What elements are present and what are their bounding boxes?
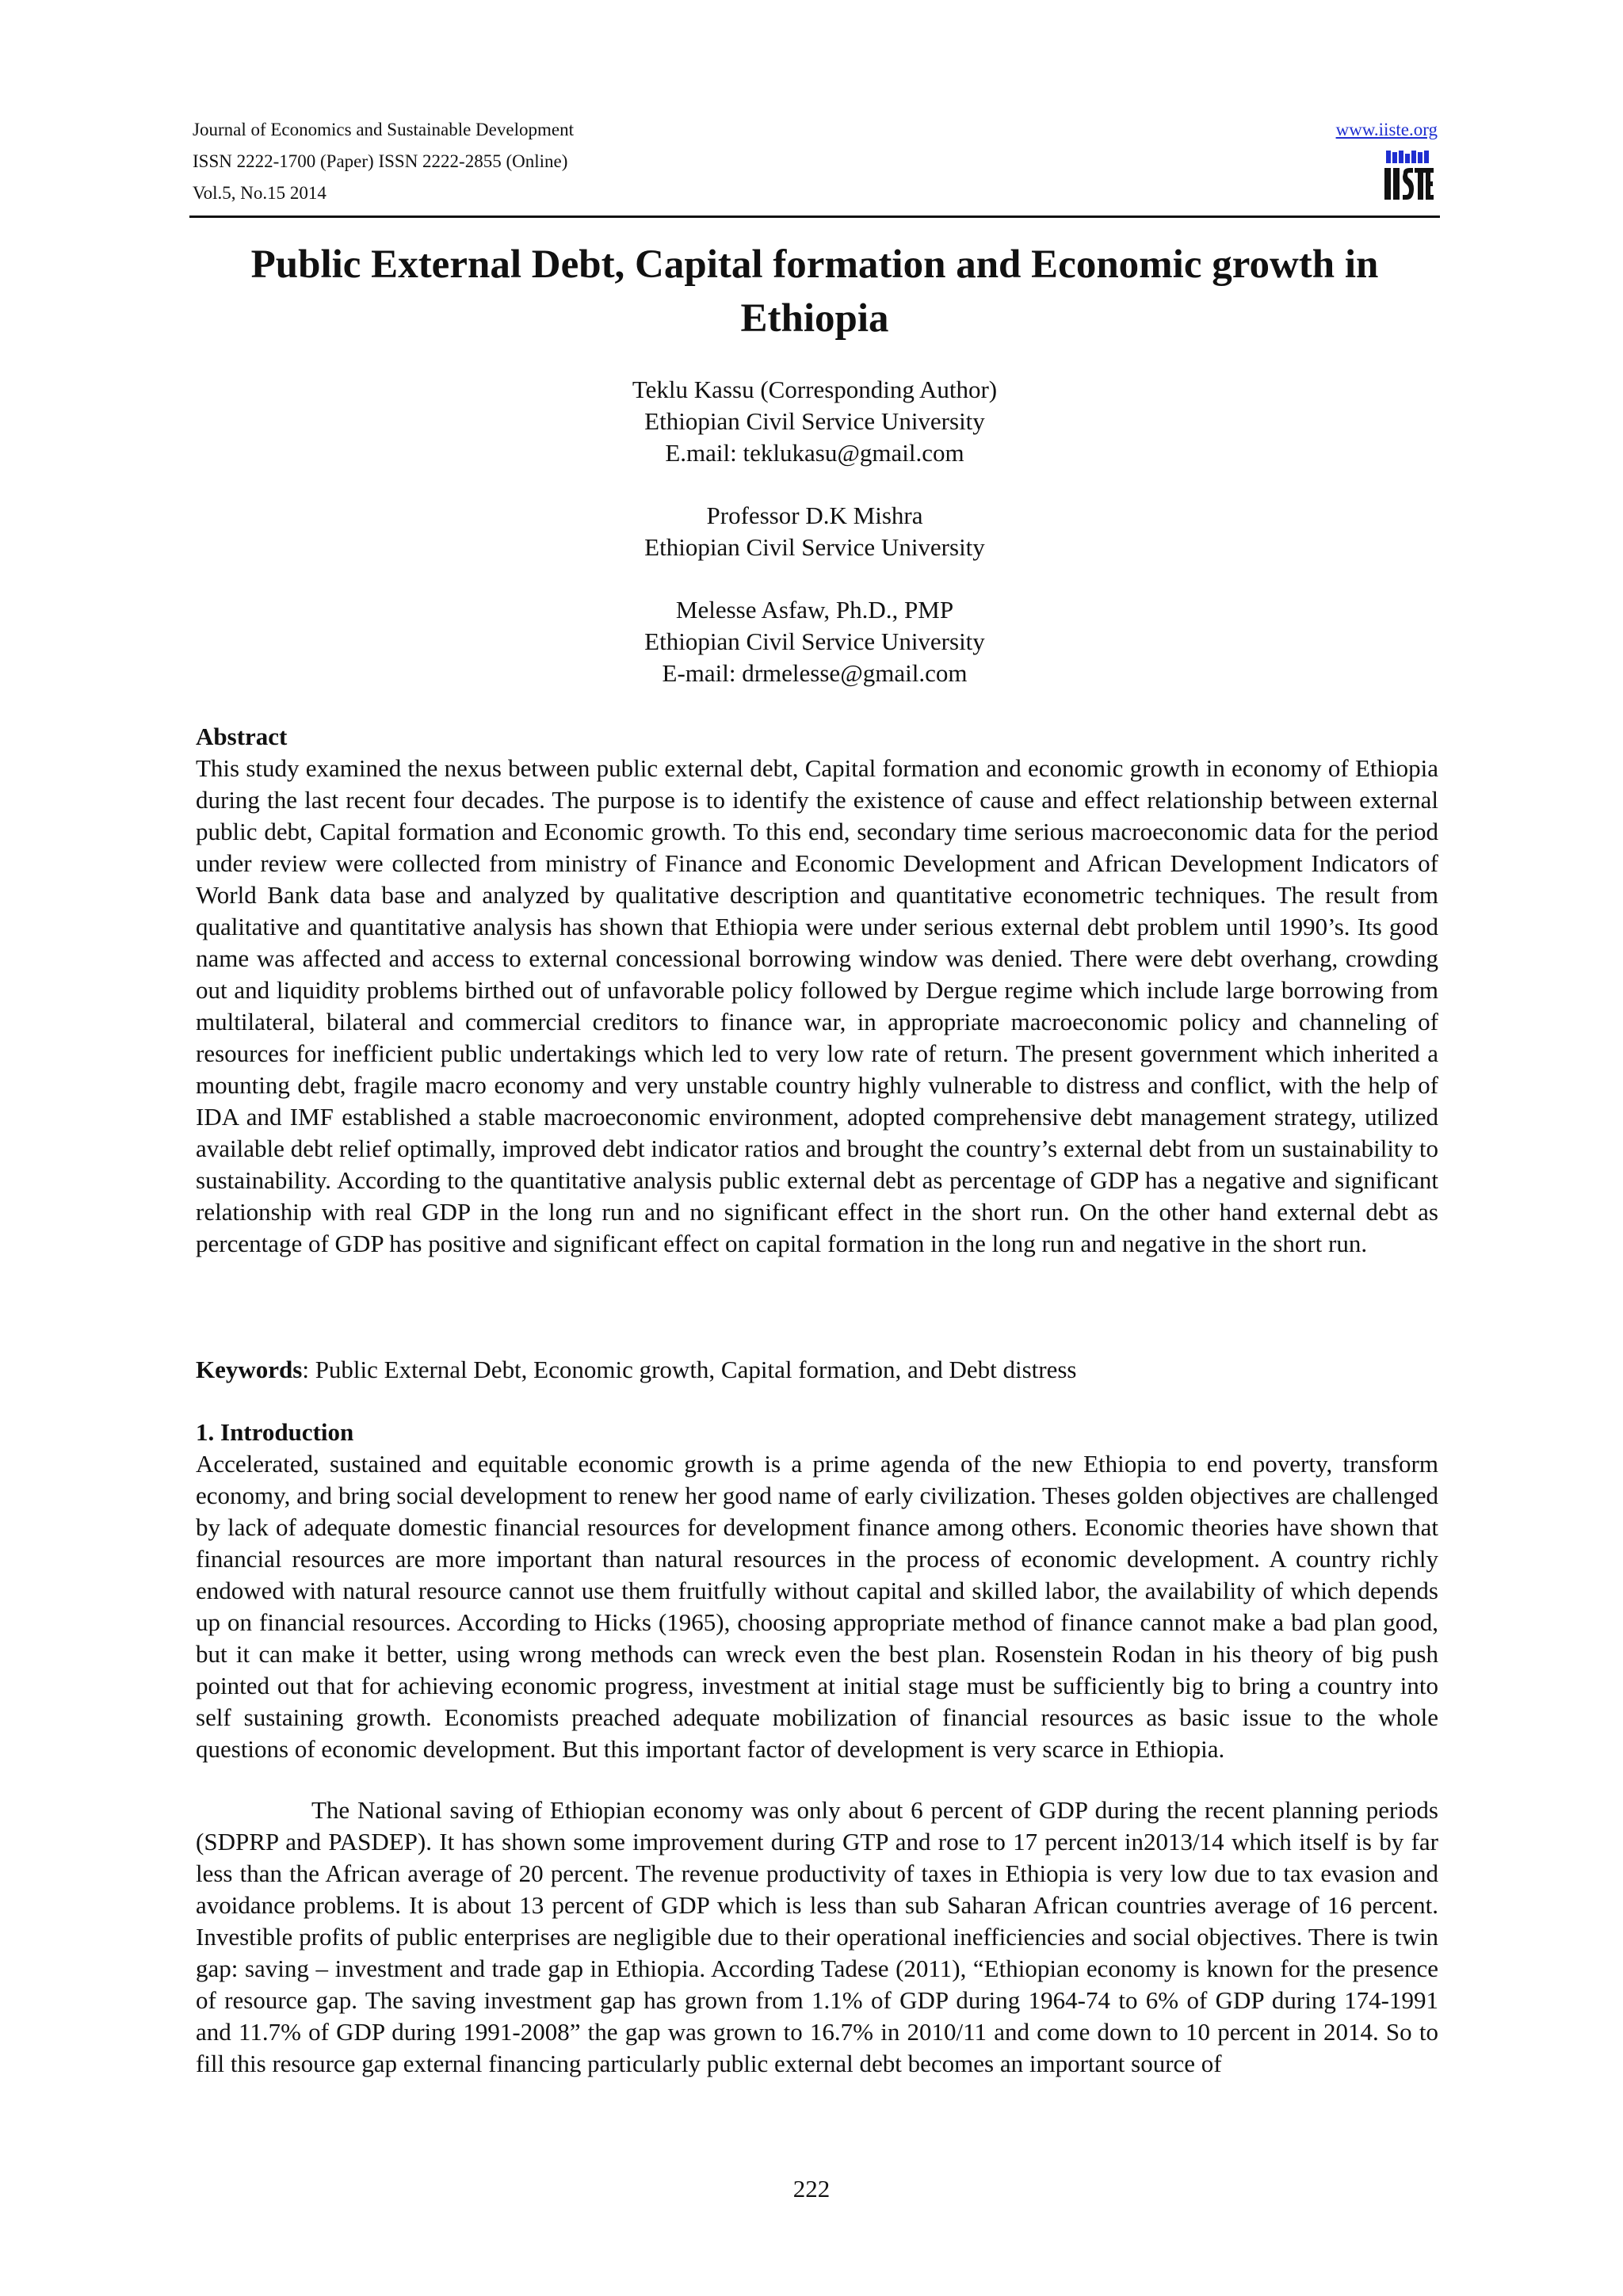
author-email: E-mail: drmelesse@gmail.com <box>662 659 968 687</box>
iiste-logo-icon <box>1381 149 1435 204</box>
keywords-text: : Public External Debt, Economic growth, Capital formation, and Debt distress <box>302 1356 1077 1383</box>
journal-issn: ISSN 2222-1700 (Paper) ISSN 2222-2855 (Online) <box>193 151 568 171</box>
author-affiliation: Ethiopian Civil Service University <box>644 533 985 561</box>
keywords <box>196 1354 1438 1386</box>
author-affiliation: Ethiopian Civil Service University <box>644 627 985 655</box>
author-affiliation: Ethiopian Civil Service University <box>644 407 985 435</box>
abstract-heading: Abstract <box>196 723 288 750</box>
journal-name: Journal of Economics and Sustainable Development <box>193 120 574 139</box>
author-email: E.mail: teklukasu@gmail.com <box>665 439 964 467</box>
author-name: Professor D.K Mishra <box>706 502 923 529</box>
introduction-paragraph-2: The National saving of Ethiopian economy was only about 6 percent of GDP during the recent planning periods (SDPRP and PASDEP). It has shown some improvement during GTP and rose to 17 percent in2013/14 which itself is by far less than the African average of 20 percent. The revenue productivity of taxes in Ethiopia is very low due to tax evasion and avoidance problems. It is about 13 percent of GDP which is less than sub Saharan African countries average of 16 percent. Investible profits of public enterprises are negligible due to their operational inefficiencies and social objectives. There is twin gap: saving – investment and trade gap in Ethiopia. According Tadese (2011), “Ethiopian economy is known for the presence of resource gap. The saving investment gap has grown from 1.1% of GDP during 1964-74 to 6% of GDP during 174-1991 and 11.7% of GDP during 1991-2008” the gap was grown to 16.7% in 2010/11 and come down to 10 percent in 2014. So to fill this resource gap external financing particularly public external debt becomes an important source of <box>196 1796 1438 2077</box>
author-name: Teklu Kassu (Corresponding Author) <box>632 376 998 403</box>
abstract-text: This study examined the nexus between public external debt, Capital formation and economic growth in economy of Ethiopia during the last recent four decades. The purpose is to identify the existence of cause and effect relationship between external public debt, Capital formation and Economic growth. To this end, secondary time serious macroeconomic data for the period under review were collected from ministry of Finance and Economic Development and African Development Indicators of World Bank data base and analyzed by qualitative description and quantitative econometric techniques. The result from qualitative and quantitative analysis has shown that Ethiopia were under serious external debt problem until 1990’s. Its good name was affected and access to external concessional borrowing window was denied. There were debt overhang, crowding out and liquidity problems birthed out of unfavorable policy followed by Dergue regime which include large borrowing from multilateral, bilateral and commercial creditors to finance war, in appropriate macroeconomic policy and channeling of resources for inefficient public undertakings which led to very low rate of return. The present government which inherited a mounting debt, fragile macro economy and very unstable country highly vulnerable to distress and conflict, with the help of IDA and IMF established a stable macroeconomic environment, adopted comprehensive debt management strategy, utilized available debt relief optimally, improved debt indicator ratios and brought the country’s external debt from un sustainability to sustainability. According to the quantitative analysis public external debt as percentage of GDP has a negative and significant relationship with real GDP in the long run and no significant effect in the short run. On the other hand external debt as percentage of GDP has positive and significant effect on capital formation in the long run and negative in the short run. <box>196 754 1438 1257</box>
author-block-3 <box>193 594 1437 689</box>
introduction-heading: 1. Introduction <box>196 1418 354 1446</box>
keywords-label: Keywords <box>196 1356 303 1383</box>
journal-volume: Vol.5, No.15 2014 <box>193 183 327 203</box>
author-name: Melesse Asfaw, Ph.D., PMP <box>675 596 954 624</box>
author-block-2 <box>193 500 1437 563</box>
paper-title: Public External Debt, Capital formation and Economic growth in Ethiopia <box>250 242 1379 341</box>
introduction-paragraph-1: Accelerated, sustained and equitable economic growth is a prime agenda of the new Ethiopia to end poverty, transform economy, and bring social development to renew her good name of early civilization. Theses golden objectives are challenged by lack of adequate domestic financial resources for development finance among others. Economic theories have shown that financial resources are more important than natural resources in the process of economic development. A country richly endowed with natural resource cannot use them fruitfully without capital and skilled labor, the availability of which depends up on financial resources. According to Hicks (1965), choosing appropriate method of finance cannot make a bad plan good, but it can make it better, using wrong methods can wreck even the best plan. Rosenstein Rodan in his theory of big push pointed out that for achieving economic progress, investment at initial stage must be sufficiently big to bring a country into self sustaining growth. Economists preached adequate mobilization of financial resources as basic issue to the whole questions of economic development. But this important factor of development is very scarce in Ethiopia. <box>196 1450 1438 1763</box>
author-block-1 <box>193 374 1437 469</box>
header-rule <box>189 215 1440 218</box>
page-number: 222 <box>792 2175 831 2203</box>
journal-url-link[interactable]: www.iiste.org <box>1335 120 1438 139</box>
